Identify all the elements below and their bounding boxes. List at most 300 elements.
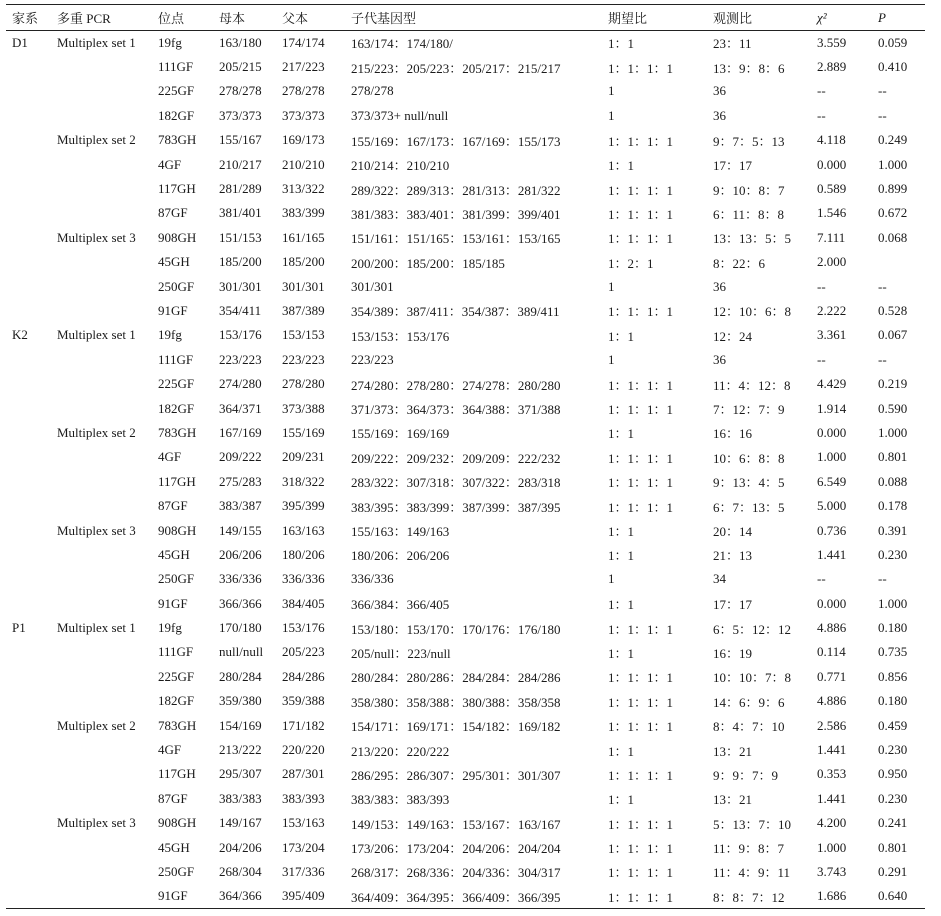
- family-cell: [6, 640, 51, 664]
- observed-ratio-cell: 11：9：8：7: [713, 841, 785, 857]
- expected-ratio-cell: 1：1：1：1: [608, 377, 674, 393]
- multiplex-set-cell: [51, 396, 152, 420]
- p-value-cell: 0.391: [878, 522, 908, 538]
- mother-genotype-cell: 204/206: [219, 839, 262, 855]
- table-row: [6, 689, 925, 713]
- multiplex-set-cell: [51, 177, 152, 201]
- header-father: 父本: [276, 5, 345, 31]
- locus-cell: 225GF: [158, 376, 195, 392]
- expected-ratio-cell: 1：1：1：1: [608, 694, 674, 710]
- mother-genotype-cell: 275/283: [219, 473, 262, 489]
- multiplex-set-cell: [51, 543, 152, 567]
- table-row: [6, 79, 925, 103]
- observed-ratio-cell: 14：6：9：6: [713, 694, 785, 710]
- header-offspring-genotype: 子代基因型: [345, 5, 602, 31]
- observed-ratio-cell: 23：11: [713, 36, 752, 52]
- expected-ratio-cell: 1：1：1：1: [608, 450, 674, 466]
- family-cell: [6, 689, 51, 713]
- father-genotype-cell: 359/388: [282, 693, 325, 709]
- observed-ratio-cell: 13：13：5：5: [713, 231, 792, 247]
- locus-cell: 91GF: [158, 595, 188, 611]
- header-mother: 母本: [213, 5, 276, 31]
- table-row: [6, 616, 925, 640]
- locus-cell: 4GF: [158, 449, 182, 465]
- chi-square-cell: 0.736: [817, 522, 847, 538]
- expected-ratio-cell: 1：1：1：1: [608, 60, 674, 76]
- header-observed-ratio: 观测比: [707, 5, 811, 31]
- locus-cell: 19fg: [158, 34, 182, 50]
- family-cell: [6, 470, 51, 494]
- multiplex-set-cell: [51, 79, 152, 103]
- multiplex-set-cell: [51, 104, 152, 128]
- multiplex-set-cell: Multiplex set 3: [57, 815, 136, 831]
- multiplex-set-cell: [51, 640, 152, 664]
- offspring-genotypes-cell: 149/153：149/163：153/167：163/167: [351, 816, 561, 832]
- offspring-genotypes-cell: 155/169：169/169: [351, 426, 450, 442]
- locus-cell: 908GH: [158, 229, 197, 245]
- chi-square-cell: --: [817, 278, 826, 294]
- multiplex-set-cell: [51, 884, 152, 908]
- father-genotype-cell: 313/322: [282, 181, 325, 197]
- mother-genotype-cell: 274/280: [219, 376, 262, 392]
- expected-ratio-cell: 1：1: [608, 743, 635, 759]
- table-row: [6, 884, 925, 908]
- expected-ratio-cell: 1：1：1：1: [608, 816, 674, 832]
- genotype-table: [6, 4, 925, 909]
- father-genotype-cell: 383/399: [282, 205, 325, 221]
- family-cell: [6, 348, 51, 372]
- father-genotype-cell: 205/223: [282, 644, 325, 660]
- observed-ratio-cell: 9：7：5：13: [713, 133, 785, 149]
- multiplex-set-cell: [51, 201, 152, 225]
- locus-cell: 111GF: [158, 59, 194, 75]
- offspring-genotypes-cell: 163/174：174/180/: [351, 36, 453, 52]
- mother-genotype-cell: 153/176: [219, 327, 262, 343]
- p-value-cell: 0.241: [878, 815, 908, 831]
- chi-square-cell: 1.000: [817, 449, 847, 465]
- locus-cell: 111GF: [158, 644, 194, 660]
- family-cell: [6, 372, 51, 396]
- offspring-genotypes-cell: 153/153：153/176: [351, 328, 450, 344]
- locus-cell: 908GH: [158, 522, 197, 538]
- family-cell: [6, 787, 51, 811]
- observed-ratio-cell: 6：7：13：5: [713, 499, 785, 515]
- table-row: [6, 811, 925, 835]
- multiplex-set-cell: [51, 55, 152, 79]
- mother-genotype-cell: 278/278: [219, 83, 262, 99]
- observed-ratio-cell: 5：13：7：10: [713, 816, 792, 832]
- father-genotype-cell: 161/165: [282, 229, 325, 245]
- expected-ratio-cell: 1：1: [608, 645, 635, 661]
- table-row: [6, 713, 925, 737]
- offspring-genotypes-cell: 358/380：358/388：380/388：358/358: [351, 694, 561, 710]
- offspring-genotypes-cell: 223/223: [351, 351, 394, 367]
- mother-genotype-cell: 206/206: [219, 546, 262, 562]
- expected-ratio-cell: 1：1：1：1: [608, 402, 674, 418]
- table-row: [6, 323, 925, 347]
- chi-square-cell: 5.000: [817, 498, 847, 514]
- p-value-cell: 0.291: [878, 863, 908, 879]
- p-value-cell: 0.067: [878, 327, 908, 343]
- p-value-cell: 0.801: [878, 449, 908, 465]
- p-value-cell: 0.672: [878, 205, 908, 221]
- offspring-genotypes-cell: 154/171：169/171：154/182：169/182: [351, 719, 561, 735]
- p-value-cell: 0.180: [878, 693, 908, 709]
- locus-cell: 87GF: [158, 790, 188, 806]
- father-genotype-cell: 395/399: [282, 498, 325, 514]
- p-value-cell: 0.230: [878, 790, 908, 806]
- family-cell: [6, 665, 51, 689]
- father-genotype-cell: 336/336: [282, 571, 325, 587]
- table-row: [6, 860, 925, 884]
- father-genotype-cell: 180/206: [282, 546, 325, 562]
- expected-ratio-cell: 1：1: [608, 36, 635, 52]
- chi-square-cell: 2.222: [817, 302, 847, 318]
- expected-ratio-cell: 1：2：1: [608, 255, 654, 271]
- locus-cell: 87GF: [158, 498, 188, 514]
- father-genotype-cell: 155/169: [282, 424, 325, 440]
- locus-cell: 182GF: [158, 400, 195, 416]
- locus-cell: 4GF: [158, 742, 182, 758]
- table-row: [6, 591, 925, 615]
- offspring-genotypes-cell: 366/384：366/405: [351, 597, 450, 613]
- observed-ratio-cell: 36: [713, 107, 726, 123]
- multiplex-set-cell: [51, 787, 152, 811]
- header-expected-ratio: 期望比: [602, 5, 707, 31]
- offspring-genotypes-cell: 215/223：205/223：205/217：215/217: [351, 60, 561, 76]
- multiplex-set-cell: Multiplex set 1: [57, 620, 136, 636]
- chi-square-cell: 0.771: [817, 668, 847, 684]
- locus-cell: 225GF: [158, 668, 195, 684]
- family-cell: [6, 713, 51, 737]
- chi-square-cell: 1.441: [817, 790, 847, 806]
- mother-genotype-cell: 154/169: [219, 717, 262, 733]
- multiplex-set-cell: [51, 372, 152, 396]
- chi-square-cell: 0.000: [817, 424, 847, 440]
- chi-square-cell: 1.686: [811, 884, 872, 908]
- multiplex-set-cell: [51, 299, 152, 323]
- observed-ratio-cell: 8：4：7：10: [713, 719, 785, 735]
- multiplex-set-cell: Multiplex set 3: [57, 229, 136, 245]
- father-genotype-cell: 301/301: [282, 278, 325, 294]
- table-row: [6, 55, 925, 79]
- table-row: [6, 396, 925, 420]
- offspring-genotypes-cell: 155/169：167/173：167/169：155/173: [351, 133, 561, 149]
- locus-cell: 111GF: [158, 351, 194, 367]
- expected-ratio-cell: 1：1：1：1: [608, 206, 674, 222]
- table-row: [6, 104, 925, 128]
- multiplex-set-cell: Multiplex set 1: [57, 34, 136, 50]
- mother-genotype-cell: 149/155: [219, 522, 262, 538]
- p-value-cell: --: [878, 107, 887, 123]
- mother-genotype-cell: 336/336: [219, 571, 262, 587]
- observed-ratio-cell: 11：4：9：11: [713, 865, 791, 881]
- family-cell: [6, 884, 51, 908]
- locus-cell: 4GF: [158, 156, 182, 172]
- table-row: [6, 31, 925, 55]
- offspring-genotypes-cell: 268/317：268/336：204/336：304/317: [351, 865, 561, 881]
- offspring-genotypes-cell: 336/336: [351, 571, 394, 587]
- expected-ratio-cell: 1：1: [608, 597, 635, 613]
- family-cell: [6, 226, 51, 250]
- family-cell: P1: [12, 620, 26, 636]
- table-row: [6, 567, 925, 591]
- expected-ratio-cell: 1：1：1：1: [608, 499, 674, 515]
- father-genotype-cell: 217/223: [282, 59, 325, 75]
- observed-ratio-cell: 9：9：7：9: [713, 767, 779, 783]
- chi-square-cell: 1.441: [817, 742, 847, 758]
- observed-ratio-cell: 6：5：12：12: [713, 621, 792, 637]
- multiplex-set-cell: [51, 762, 152, 786]
- expected-ratio-cell: 1：1：1：1: [608, 304, 674, 320]
- expected-ratio-cell: 1: [608, 351, 615, 367]
- multiplex-set-cell: [51, 152, 152, 176]
- offspring-genotypes-cell: 280/284：280/286：284/284：284/286: [351, 670, 561, 686]
- offspring-genotypes-cell: 213/220：220/222: [351, 743, 450, 759]
- mother-genotype-cell: null/null: [219, 644, 264, 660]
- table-row: [6, 762, 925, 786]
- chi-square-cell: 0.353: [817, 766, 847, 782]
- chi-square-cell: 4.118: [817, 132, 846, 148]
- p-value-cell: 0.856: [878, 668, 908, 684]
- father-genotype-cell: 287/301: [282, 766, 325, 782]
- chi-square-cell: 1.546: [817, 205, 847, 221]
- father-genotype-cell: 185/200: [282, 254, 325, 270]
- locus-cell: 117GH: [158, 181, 196, 197]
- family-cell: [6, 543, 51, 567]
- chi-square-cell: 0.589: [817, 181, 847, 197]
- offspring-genotypes-cell: 274/280：278/280：274/278：280/280: [351, 377, 561, 393]
- family-cell: [6, 201, 51, 225]
- observed-ratio-cell: 12：24: [713, 328, 753, 344]
- table-row: [6, 372, 925, 396]
- family-cell: [6, 250, 51, 274]
- locus-cell: 87GF: [158, 205, 188, 221]
- father-genotype-cell: 171/182: [282, 717, 325, 733]
- locus-cell: 19fg: [158, 620, 182, 636]
- observed-ratio-cell: 11：4：12：8: [713, 377, 791, 393]
- family-cell: [6, 835, 51, 859]
- locus-cell: 182GF: [158, 693, 195, 709]
- multiplex-set-cell: [51, 689, 152, 713]
- multiplex-set-cell: [51, 445, 152, 469]
- expected-ratio-cell: 1: [608, 571, 615, 587]
- locus-cell: 783GH: [158, 132, 197, 148]
- family-cell: [6, 274, 51, 298]
- table-row: [6, 274, 925, 298]
- locus-cell: 19fg: [158, 327, 182, 343]
- family-cell: [6, 421, 51, 445]
- observed-ratio-cell: 17：17: [713, 158, 753, 174]
- expected-ratio-cell: 1：1：1：1: [608, 841, 674, 857]
- family-cell: [6, 128, 51, 152]
- p-value-cell: 0.528: [878, 302, 908, 318]
- observed-ratio-cell: 13：21: [713, 792, 753, 808]
- p-value-cell: 0.249: [878, 132, 908, 148]
- table-row: [6, 348, 925, 372]
- p-value-cell: 0.088: [878, 473, 908, 489]
- observed-ratio-cell: 13：9：8：6: [713, 60, 785, 76]
- chi-square-cell: 2.000: [817, 254, 847, 270]
- family-cell: [6, 104, 51, 128]
- p-value-cell: 1.000: [878, 156, 908, 172]
- multiplex-set-cell: [51, 860, 152, 884]
- father-genotype-cell: 395/409: [276, 884, 345, 908]
- p-value-cell: --: [878, 278, 887, 294]
- observed-ratio-cell: 7：12：7：9: [713, 402, 785, 418]
- multiplex-set-cell: Multiplex set 1: [57, 327, 136, 343]
- offspring-genotypes-cell: 381/383：383/401：381/399：399/401: [351, 206, 561, 222]
- locus-cell: 117GH: [158, 766, 196, 782]
- observed-ratio-cell: 9：10：8：7: [713, 182, 785, 198]
- locus-cell: 908GH: [158, 815, 197, 831]
- father-genotype-cell: 387/389: [282, 302, 325, 318]
- expected-ratio-cell: 1：1：1：1: [608, 182, 674, 198]
- father-genotype-cell: 153/176: [282, 620, 325, 636]
- header-locus: 位点: [152, 5, 213, 31]
- family-cell: [6, 55, 51, 79]
- observed-ratio-cell: 36: [713, 278, 726, 294]
- offspring-genotypes-cell: 354/389：387/411：354/387：389/411: [351, 304, 560, 320]
- p-value-cell: [872, 250, 925, 274]
- observed-ratio-cell: 8：22：6: [713, 255, 766, 271]
- locus-cell: 250GF: [158, 863, 195, 879]
- expected-ratio-cell: 1：1：1：1: [608, 231, 674, 247]
- chi-square-cell: 3.559: [817, 34, 847, 50]
- expected-ratio-cell: 1：1: [608, 792, 635, 808]
- family-cell: D1: [12, 34, 28, 50]
- table-row: [6, 738, 925, 762]
- table-row: [6, 835, 925, 859]
- mother-genotype-cell: 366/366: [219, 595, 262, 611]
- expected-ratio-cell: 1：1: [608, 328, 635, 344]
- offspring-genotypes-cell: 153/180：153/170：170/176：176/180: [351, 621, 561, 637]
- expected-ratio-cell: 1：1：1：1: [608, 133, 674, 149]
- mother-genotype-cell: 167/169: [219, 424, 262, 440]
- mother-genotype-cell: 155/167: [219, 132, 262, 148]
- p-value-cell: 1.000: [878, 424, 908, 440]
- table-row: [6, 665, 925, 689]
- father-genotype-cell: 223/223: [282, 351, 325, 367]
- family-cell: [6, 299, 51, 323]
- p-value-cell: 0.640: [872, 884, 925, 908]
- expected-ratio-cell: 1：1: [608, 524, 635, 539]
- p-value-cell: --: [878, 571, 887, 587]
- observed-ratio-cell: 12：10：6：8: [713, 304, 792, 320]
- expected-ratio-cell: 1: [608, 278, 615, 294]
- offspring-genotypes-cell: 173/206：173/204：204/206：204/204: [351, 841, 561, 857]
- multiplex-set-cell: Multiplex set 2: [57, 132, 136, 148]
- offspring-genotypes-cell: 301/301: [351, 278, 394, 294]
- expected-ratio-cell: 1: [608, 107, 615, 123]
- father-genotype-cell: 210/210: [282, 156, 325, 172]
- multiplex-set-cell: [51, 348, 152, 372]
- locus-cell: 45GH: [158, 546, 190, 562]
- chi-square-cell: 6.549: [817, 473, 847, 489]
- observed-ratio-cell: 10：6：8：8: [713, 450, 785, 466]
- p-value-cell: 0.950: [878, 766, 908, 782]
- p-value-cell: 0.219: [878, 376, 908, 392]
- header-p-value: P: [872, 5, 925, 31]
- observed-ratio-cell: 36: [713, 83, 726, 99]
- observed-ratio-cell: 16：16: [713, 426, 753, 442]
- mother-genotype-cell: 383/383: [219, 790, 262, 806]
- family-cell: [6, 396, 51, 420]
- chi-square-cell: 1.441: [817, 546, 847, 562]
- family-cell: [6, 152, 51, 176]
- table-row: [6, 518, 925, 542]
- mother-genotype-cell: 381/401: [219, 205, 262, 221]
- mother-genotype-cell: 280/284: [219, 668, 262, 684]
- father-genotype-cell: 384/405: [282, 595, 325, 611]
- mother-genotype-cell: 354/411: [219, 302, 262, 318]
- mother-genotype-cell: 163/180: [219, 34, 262, 50]
- locus-cell: 783GH: [158, 717, 197, 733]
- mother-genotype-cell: 149/167: [219, 815, 262, 831]
- offspring-genotypes-cell: 286/295：286/307：295/301：301/307: [351, 767, 561, 783]
- table-row: [6, 299, 925, 323]
- offspring-genotypes-cell: 364/409：364/395：366/409：366/395: [345, 884, 602, 908]
- observed-ratio-cell: 17：17: [713, 597, 753, 613]
- family-cell: K2: [12, 327, 28, 343]
- offspring-genotypes-cell: 151/161：151/165：153/161：153/165: [351, 231, 561, 247]
- father-genotype-cell: 209/231: [282, 449, 325, 465]
- multiplex-set-cell: [51, 591, 152, 615]
- offspring-genotypes-cell: 200/200：185/200：185/185: [351, 255, 505, 271]
- table-row: [6, 421, 925, 445]
- father-genotype-cell: 317/336: [282, 863, 325, 879]
- observed-ratio-cell: 6：11：8：8: [713, 206, 785, 222]
- family-cell: [6, 811, 51, 835]
- chi-square-cell: --: [817, 571, 826, 587]
- mother-genotype-cell: 301/301: [219, 278, 262, 294]
- father-genotype-cell: 153/153: [282, 327, 325, 343]
- observed-ratio-cell: 13：21: [713, 743, 753, 759]
- table-row: [6, 177, 925, 201]
- offspring-genotypes-cell: 283/322：307/318：307/322：283/318: [351, 475, 561, 491]
- locus-cell: 45GH: [158, 254, 190, 270]
- observed-ratio-cell: 36: [713, 351, 726, 367]
- observed-ratio-cell: 21：13: [713, 548, 753, 564]
- father-genotype-cell: 153/163: [282, 815, 325, 831]
- observed-ratio-cell: 10：10：7：8: [713, 670, 792, 686]
- p-value-cell: --: [878, 83, 887, 99]
- table-row: [6, 128, 925, 152]
- offspring-genotypes-cell: 371/373：364/373：364/388：371/388: [351, 402, 561, 418]
- offspring-genotypes-cell: 180/206：206/206: [351, 548, 450, 564]
- chi-square-cell: 3.361: [817, 327, 847, 343]
- expected-ratio-cell: 1：1: [608, 426, 635, 442]
- expected-ratio-cell: 1：1: [608, 548, 635, 564]
- chi-square-cell: 4.886: [817, 693, 847, 709]
- multiplex-set-cell: [51, 274, 152, 298]
- mother-genotype-cell: 364/366: [213, 884, 276, 908]
- offspring-genotypes-cell: 373/373+ null/null: [351, 107, 449, 123]
- table-row: [6, 201, 925, 225]
- multiplex-set-cell: [51, 470, 152, 494]
- expected-ratio-cell: 1：1：1：1: [608, 475, 674, 491]
- multiplex-set-cell: [51, 738, 152, 762]
- multiplex-set-cell: Multiplex set 2: [57, 717, 136, 733]
- chi-square-cell: 2.889: [817, 59, 847, 75]
- expected-ratio-cell: 1：1：1：1: [608, 865, 674, 881]
- p-value-cell: 0.801: [878, 839, 908, 855]
- family-cell: [6, 738, 51, 762]
- header-multiplex-pcr: 多重 PCR: [51, 5, 152, 31]
- p-value-cell: 0.059: [878, 34, 908, 50]
- locus-cell: 117GH: [158, 473, 196, 489]
- mother-genotype-cell: 209/222: [219, 449, 262, 465]
